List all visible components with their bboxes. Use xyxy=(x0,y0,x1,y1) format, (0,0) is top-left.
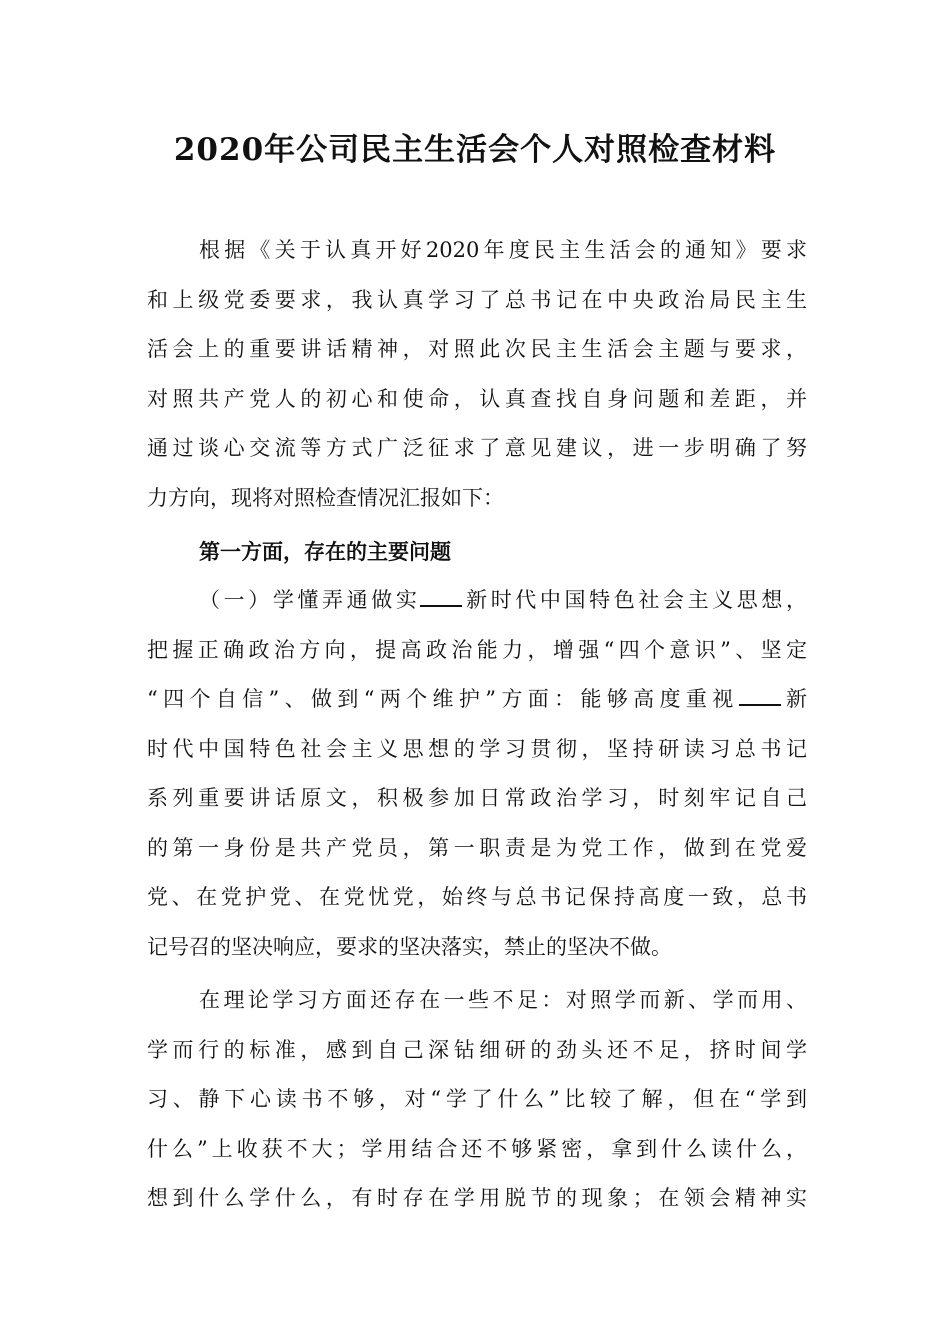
paragraph-line: 把握正确政治方向，提高政治能力，增强“四个意识”、坚定 xyxy=(147,637,807,662)
section-paragraph-2 xyxy=(147,976,807,1224)
paragraph-line: 的第一身份是共产党员，第一职责是为党工作，做到在党爱 xyxy=(147,835,807,860)
intro-paragraph xyxy=(147,226,807,523)
paragraph-line: 活会上的重要讲话精神，对照此次民主生活会主题与要求， xyxy=(147,337,807,361)
paragraph-line: 和上级党委要求，我认真学习了总书记在中央政治局民主生 xyxy=(147,287,807,312)
paragraph-line: 党、在党护党、在党忧党，始终与总书记保持高度一致，总书 xyxy=(147,885,807,909)
paragraph-line: 系列重要讲话原文，积极参加日常政治学习，时刻牢记自己 xyxy=(147,786,807,810)
document-title: 2020年公司民主生活会个人对照检查材料 xyxy=(173,132,777,168)
paragraph-line: 学而行的标准，感到自己深钻细研的劲头还不足，挤时间学 xyxy=(147,1037,807,1062)
paragraph-line: 时代中国特色社会主义思想的学习贯彻，坚持研读习总书记 xyxy=(147,736,807,761)
line-text: 新 xyxy=(780,687,808,711)
section-paragraph-1 xyxy=(147,576,807,972)
paragraph-line: 通过谈心交流等方式广泛征求了意见建议，进一步明确了努 xyxy=(147,436,807,460)
paragraph-line: 根据《关于认真开好2020年度民主生活会的通知》要求 xyxy=(199,238,807,262)
blank-underline xyxy=(739,686,781,706)
paragraph-line: 什么”上收获不大；学用结合还不够紧密，拿到什么读什么， xyxy=(147,1136,807,1161)
paragraph-line xyxy=(147,675,807,725)
paragraph-line: 习、静下心读书不够，对“学了什么”比较了解，但在“学到 xyxy=(147,1087,807,1111)
section-heading: 第一方面，存在的主要问题 xyxy=(199,539,451,564)
blank-underline xyxy=(420,587,462,607)
paragraph-line xyxy=(147,576,807,626)
line-text: 新时代中国特色社会主义思想， xyxy=(462,588,808,612)
paragraph-line: 想到什么学什么，有时存在学用脱节的现象；在领会精神实 xyxy=(147,1186,807,1210)
paragraph-line: 对照共产党人的初心和使命，认真查找自身问题和差距，并 xyxy=(147,386,807,411)
paragraph-line: 在理论学习方面还存在一些不足：对照学而新、学而用、 xyxy=(199,988,807,1012)
paragraph-line: 记号召的坚决响应，要求的坚决落实，禁止的坚决不做。 xyxy=(147,934,672,959)
paragraph-line: 力方向，现将对照检查情况汇报如下： xyxy=(147,485,504,510)
line-text: （一）学懂弄通做实 xyxy=(199,588,421,612)
line-text: “四个自信”、做到“两个维护”方面：能够高度重视 xyxy=(147,687,739,711)
